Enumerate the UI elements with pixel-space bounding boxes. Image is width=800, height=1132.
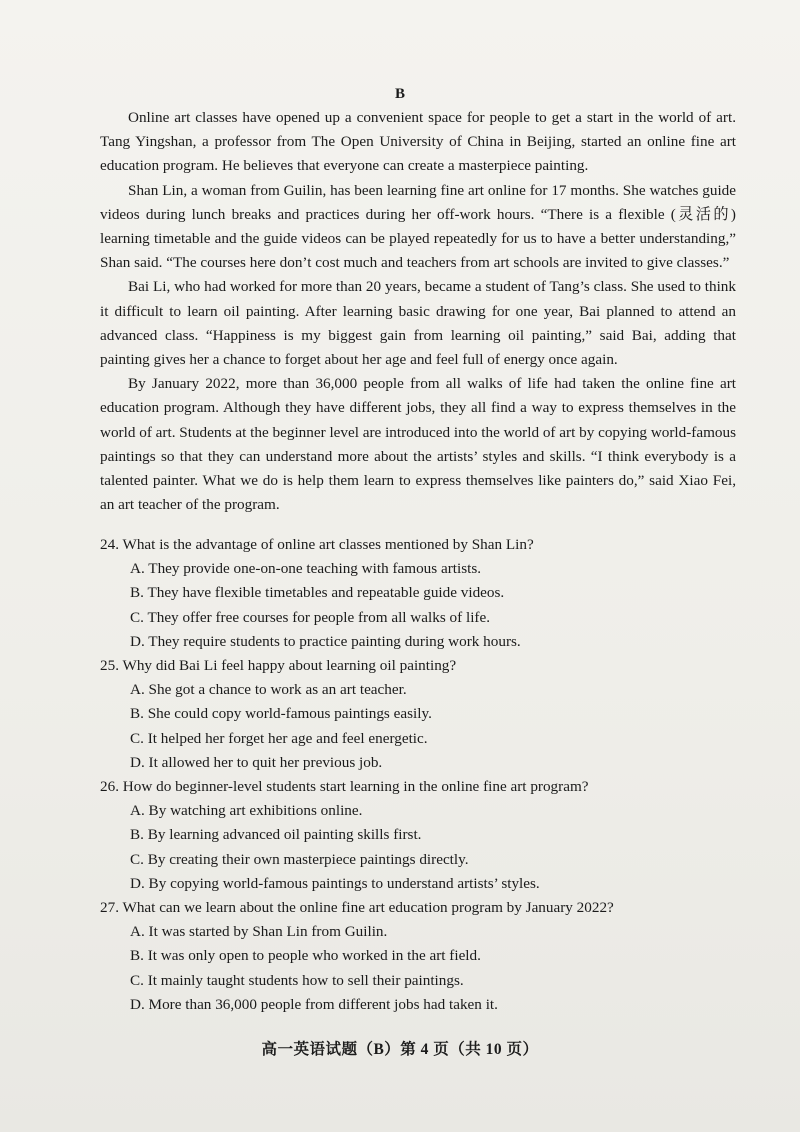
passage-paragraph: Online art classes have opened up a convenient space for people to get a start in the world of art. Tang Yingshan, a professor from The Open University of China in Beijing, started an online fine art education program. He believes that everyone can create a masterpiece painting. (100, 109, 736, 175)
question-25 (100, 654, 736, 775)
option-list (100, 799, 736, 896)
option-d: D. They require students to practice painting during work hours. (130, 632, 521, 650)
option-a: A. She got a chance to work as an art teacher. (130, 681, 407, 699)
option-d: D. By copying world-famous paintings to understand artists’ styles. (130, 874, 540, 892)
passage-paragraph: Bai Li, who had worked for more than 20 years, became a student of Tang’s class. She used to think it difficult to learn oil painting. After learning basic drawing for one year, Bai planned to attend an advanced class. “Happiness is my biggest gain from learning oil painting,” said Bai, adding that painting gives her a chance to forget about her age and feel full of energy once again. (100, 278, 736, 369)
question-24 (100, 533, 736, 654)
question-stem: 24. What is the advantage of online art classes mentioned by Shan Lin? (100, 536, 534, 553)
question-27 (100, 896, 736, 1017)
option-a: A. It was started by Shan Lin from Guilin. (130, 923, 388, 941)
option-b: B. They have flexible timetables and repeatable guide videos. (130, 584, 505, 602)
question-stem: 25. Why did Bai Li feel happy about learning oil painting? (100, 657, 457, 675)
option-list (100, 557, 736, 654)
option-b: B. It was only open to people who worked in the art field. (130, 947, 481, 965)
option-a: A. By watching art exhibitions online. (130, 802, 363, 820)
passage-paragraph: By January 2022, more than 36,000 people from all walks of life had taken the online fine art education program. Although they have different jobs, they all find a way to express themselves in the world of art. Students at the beginner level are introduced into the world of art by copying world-famous paintings so that they can understand more about the artists’ styles and skills. “I think everybody is a talented painter. What we do is help them learn to express themselves like painters do,” said Xiao Fei, an art teacher of the program. (100, 375, 737, 514)
section-label: B (394, 86, 405, 102)
option-c: C. By creating their own masterpiece paintings directly. (130, 850, 469, 868)
page-footer: 高一英语试题（B）第 4 页（共 10 页） (261, 1041, 539, 1058)
option-b: B. By learning advanced oil painting skills first. (130, 826, 422, 844)
option-list (100, 920, 736, 1017)
option-c: C. They offer free courses for people from all walks of life. (130, 608, 491, 626)
question-stem: 27. What can we learn about the online fine art education program by January 2022? (100, 899, 614, 917)
option-b: B. She could copy world-famous paintings easily. (130, 705, 432, 723)
reading-passage (100, 106, 736, 517)
option-d: D. More than 36,000 people from different jobs had taken it. (130, 995, 498, 1013)
passage-paragraph: Shan Lin, a woman from Guilin, has been learning fine art online for 17 months. She watches guide videos during lunch breaks and practices during her off-work hours. “There is a flexible (灵活的) learning timetable and the guide videos can be played repeatedly for us to have a better understanding,” Shan said. “The courses here don’t cost much and teachers from art schools are invited to give classes.” (100, 181, 736, 272)
question-list (100, 533, 736, 1017)
option-c: C. It mainly taught students how to sell their paintings. (130, 971, 464, 989)
option-a: A. They provide one-on-one teaching with famous artists. (130, 560, 482, 578)
option-c: C. It helped her forget her age and feel energetic. (130, 729, 428, 747)
question-26 (100, 775, 736, 896)
option-d: D. It allowed her to quit her previous job. (130, 753, 383, 771)
question-stem: 26. How do beginner-level students start learning in the online fine art program? (100, 778, 589, 796)
option-list (100, 678, 736, 775)
